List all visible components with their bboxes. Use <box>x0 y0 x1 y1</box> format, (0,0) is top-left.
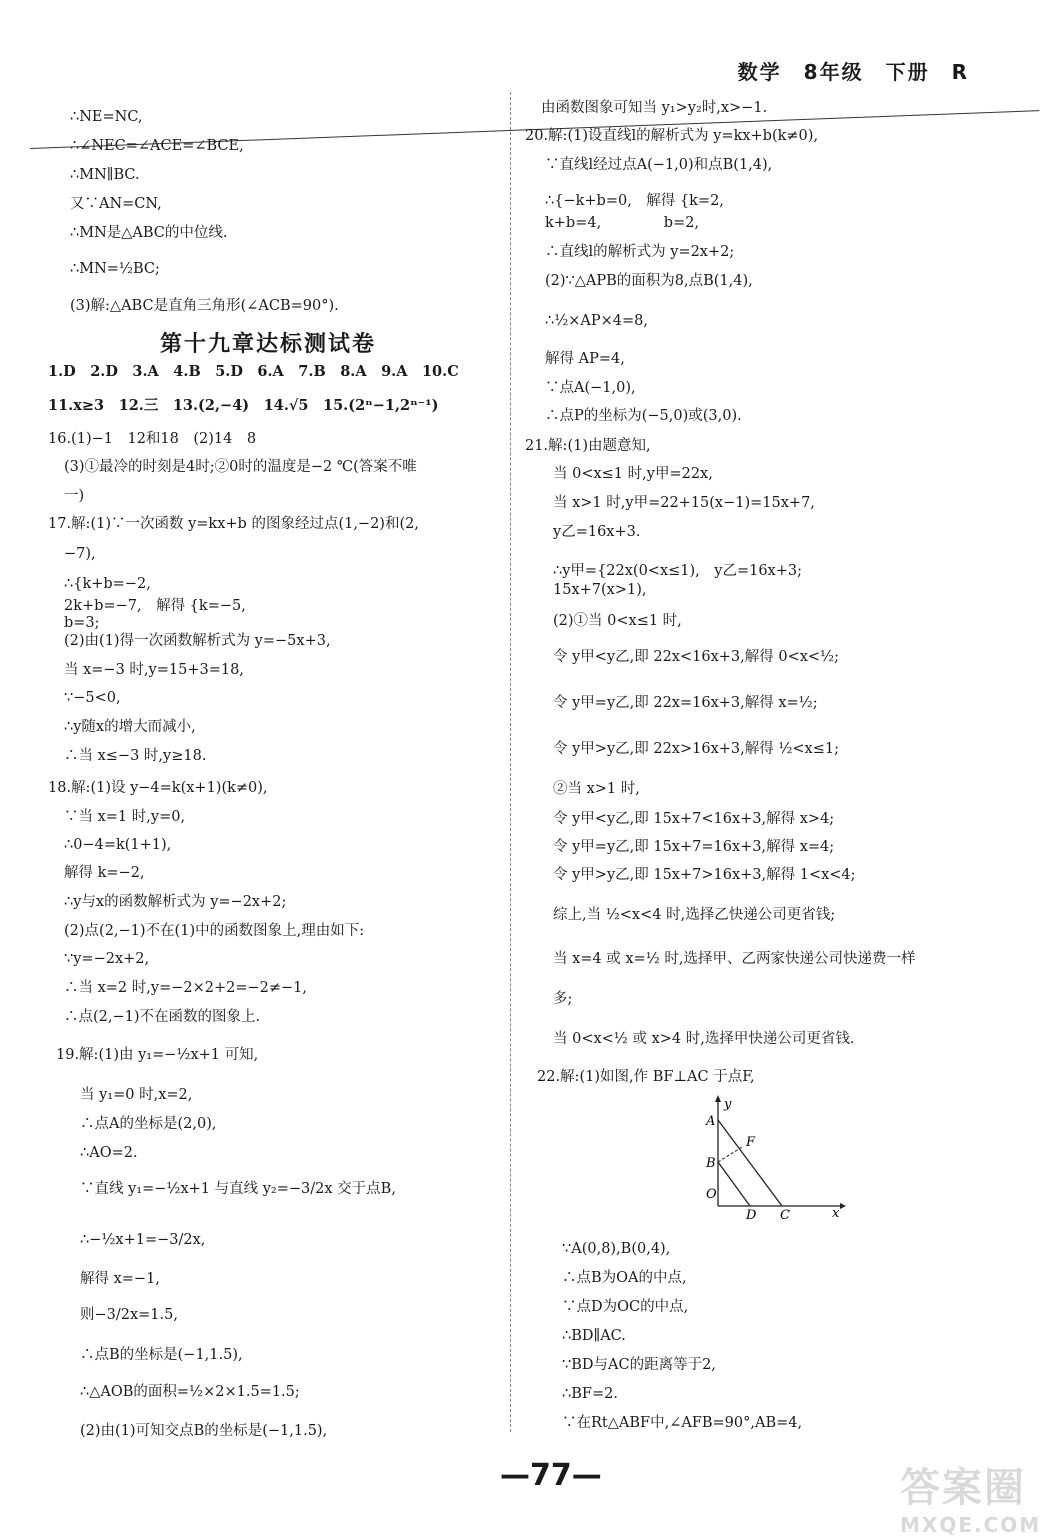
line-bf <box>718 1147 742 1162</box>
text-line: 令 y甲>y乙,即 22x>16x+3,解得 ½<x≤1; <box>553 741 839 757</box>
label-o: O <box>706 1187 717 1202</box>
text-line: ∴BD∥AC. <box>562 1328 626 1344</box>
text-line: 当 x>1 时,y甲=22+15(x−1)=15x+7, <box>553 495 815 511</box>
text-line: 解得 x=−1, <box>80 1271 160 1287</box>
text-line: 15x+7(x>1), <box>553 582 647 598</box>
text-line: ∵A(0,8),B(0,4), <box>562 1241 671 1257</box>
text-line: 由函数图象可知当 y₁>y₂时,x>−1. <box>541 100 768 116</box>
text-line: 22.解:(1)如图,作 BF⊥AC 于点F, <box>537 1069 755 1085</box>
text-line: ∵在Rt△ABF中,∠AFB=90°,AB=4, <box>562 1415 803 1431</box>
text-line: 当 0<x≤1 时,y甲=22x, <box>553 466 713 482</box>
text-line: 解得 k=−2, <box>64 865 145 881</box>
text-line: 令 y甲>y乙,即 15x+7>16x+3,解得 1<x<4; <box>553 867 856 883</box>
text-line: ∴BF=2. <box>562 1386 618 1402</box>
text-line: ∴点P的坐标为(−5,0)或(3,0). <box>545 408 742 424</box>
text-line: (2)由(1)得一次函数解析式为 y=−5x+3, <box>64 633 331 649</box>
line-bd <box>718 1162 750 1206</box>
answer-row: 1.D 2.D 3.A 4.B 5.D 6.A 7.B 8.A 9.A 10.C <box>48 363 459 380</box>
text-line: ∴MN=½BC; <box>70 261 160 277</box>
y-axis-arrow <box>715 1095 721 1102</box>
text-line: ∴点(2,−1)不在函数的图象上. <box>64 1009 261 1025</box>
text-line: 一) <box>64 488 85 504</box>
text-line: 19.解:(1)由 y₁=−½x+1 可知, <box>56 1047 259 1063</box>
text-line: 又∵AN=CN, <box>70 196 162 212</box>
text-line: ∵y=−2x+2, <box>64 951 150 967</box>
text-line: (2)①当 0<x≤1 时, <box>553 613 682 629</box>
text-line: 21.解:(1)由题意知, <box>525 438 651 454</box>
text-line: ∴NE=NC, <box>70 109 143 125</box>
text-line: 18.解:(1)设 y−4=k(x+1)(k≠0), <box>48 780 268 796</box>
text-line: k+b=4, b=2, <box>545 215 700 231</box>
text-line: ∴{−k+b=0, 解得 {k=2, <box>545 193 724 209</box>
text-line: (2)∵△APB的面积为8,点B(1,4), <box>545 273 753 289</box>
text-line: ∴点B为OA的中点, <box>562 1270 687 1286</box>
watermark-logo <box>900 1456 1050 1537</box>
text-line: ∴△AOB的面积=½×2×1.5=1.5; <box>80 1384 300 1400</box>
text-line: 当 y₁=0 时,x=2, <box>80 1087 193 1103</box>
label-f: F <box>746 1135 756 1150</box>
text-line: ∴−½x+1=−3/2x, <box>80 1232 206 1248</box>
text-line: 20.解:(1)设直线l的解析式为 y=kx+b(k≠0), <box>525 128 819 144</box>
text-line: 2k+b=−7, 解得 {k=−5, <box>64 598 246 614</box>
text-line: 当 x=4 或 x=½ 时,选择甲、乙两家快递公司快递费一样 <box>553 951 916 967</box>
text-line: 当 x=−3 时,y=15+3=18, <box>64 662 244 678</box>
text-line: (3)解:△ABC是直角三角形(∠ACB=90°). <box>70 298 339 314</box>
text-line: ∴AO=2. <box>80 1145 138 1161</box>
text-line: ∴y甲={22x(0<x≤1), y乙=16x+3; <box>553 563 802 579</box>
text-line: ∴点A的坐标是(2,0), <box>80 1116 217 1132</box>
text-line: ∴y随x的增大而减小, <box>64 719 196 735</box>
text-line: ∵点D为OC的中点, <box>562 1299 689 1315</box>
text-line: 解得 AP=4, <box>545 351 625 367</box>
text-line: 当 0<x<½ 或 x>4 时,选择甲快递公司更省钱. <box>553 1031 855 1047</box>
text-line: 令 y甲<y乙,即 22x<16x+3,解得 0<x<½; <box>553 649 839 665</box>
text-line: ∴直线l的解析式为 y=2x+2; <box>545 244 735 260</box>
line-ac <box>718 1120 782 1206</box>
text-line: ∴∠NEC=∠ACE=∠BCE, <box>70 138 244 154</box>
text-line: ∵BD与AC的距离等于2, <box>562 1357 716 1373</box>
text-line: ∴MN∥BC. <box>70 167 140 183</box>
page-number: —77— <box>500 1458 602 1493</box>
label-x: x <box>832 1206 840 1220</box>
text-line: 令 y甲=y乙,即 15x+7=16x+3,解得 x=4; <box>553 839 835 855</box>
text-line: ∵直线l经过点A(−1,0)和点B(1,4), <box>545 157 773 173</box>
text-line: ∴y与x的函数解析式为 y=−2x+2; <box>64 894 287 910</box>
text-line: ∴点B的坐标是(−1,1.5), <box>80 1347 243 1363</box>
text-line: 令 y甲=y乙,即 22x=16x+3,解得 x=½; <box>553 695 818 711</box>
text-line: (3)①最冷的时刻是4时;②0时的温度是−2 ℃(答案不唯 <box>64 459 417 475</box>
text-line: 17.解:(1)∵一次函数 y=kx+b 的图象经过点(1,−2)和(2, <box>48 516 419 532</box>
coordinate-figure <box>690 1090 850 1220</box>
text-line: ∵直线 y₁=−½x+1 与直线 y₂=−3/2x 交于点B, <box>80 1181 396 1197</box>
text-line: ∴½×AP×4=8, <box>545 313 649 329</box>
page-header: 数学 8年级 下册 R <box>737 60 969 84</box>
watermark-text: 答案圈 <box>900 1465 1026 1511</box>
text-line: 则−3/2x=1.5, <box>80 1307 178 1323</box>
text-line: ∴{k+b=−2, <box>64 576 151 592</box>
label-y: y <box>724 1097 732 1112</box>
x-axis-arrow <box>840 1203 846 1209</box>
answer-row: 11.x≥3 12.三 13.(2,−4) 14.√5 15.(2ⁿ−1,2ⁿ⁻¹) <box>48 397 439 414</box>
text-line: 综上,当 ½<x<4 时,选择乙快递公司更省钱; <box>553 907 836 923</box>
text-line: b=3; <box>64 615 100 631</box>
label-c: C <box>780 1208 790 1220</box>
text-line: ∴MN是△ABC的中位线. <box>70 225 228 241</box>
column-divider <box>510 92 511 1432</box>
text-line: y乙=16x+3. <box>553 524 641 540</box>
text-line: ∵−5<0, <box>64 690 121 706</box>
text-line: (2)点(2,−1)不在(1)中的函数图象上,理由如下: <box>64 923 365 939</box>
text-line: 令 y甲<y乙,即 15x+7<16x+3,解得 x>4; <box>553 811 835 827</box>
text-line: ②当 x>1 时, <box>553 781 640 797</box>
text-line: 多; <box>553 991 573 1007</box>
text-line: ∵当 x=1 时,y=0, <box>64 809 186 825</box>
label-b: B <box>706 1156 716 1171</box>
label-a: A <box>706 1114 716 1129</box>
text-line: ∵点A(−1,0), <box>545 380 636 396</box>
section-title: 第十九章达标测试卷 <box>160 332 377 357</box>
text-line: ∴0−4=k(1+1), <box>64 837 172 853</box>
text-line: ∴当 x≤−3 时,y≥18. <box>64 748 207 764</box>
watermark-url: MXQE.COM <box>900 1513 1042 1537</box>
text-line: −7), <box>64 546 96 562</box>
text-line: ∴当 x=2 时,y=−2×2+2=−2≠−1, <box>64 980 308 996</box>
label-d: D <box>746 1208 757 1220</box>
text-line: (2)由(1)可知交点B的坐标是(−1,1.5), <box>80 1423 328 1439</box>
text-line: 16.(1)−1 12和18 (2)14 8 <box>48 431 257 447</box>
